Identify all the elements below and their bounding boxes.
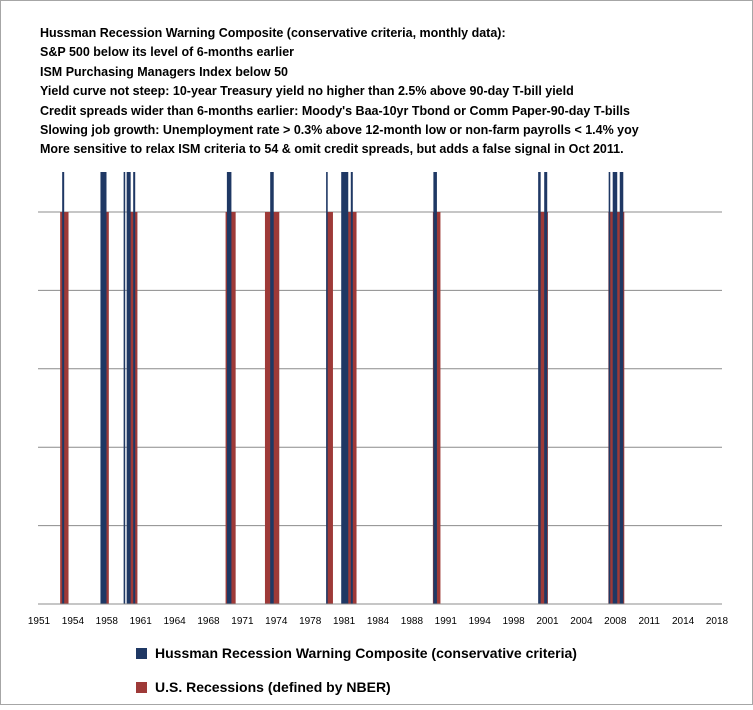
x-tick-label: 1984 bbox=[366, 616, 390, 627]
x-tick-label: 1988 bbox=[400, 616, 424, 627]
warning-bar bbox=[133, 172, 135, 604]
legend-label-warning: Hussman Recession Warning Composite (conservative criteria) bbox=[155, 645, 577, 661]
x-tick-label: 2014 bbox=[671, 616, 695, 627]
legend-item-recession bbox=[136, 676, 577, 698]
note-title: Hussman Recession Warning Composite (conservative criteria, monthly data): bbox=[40, 26, 506, 40]
note-line: Slowing job growth: Unemployment rate > 0.3% above 12-month low or non-farm payrolls < 1.4% yoy bbox=[40, 122, 639, 137]
x-tick-label: 1954 bbox=[61, 616, 85, 627]
warning-bar bbox=[341, 172, 348, 604]
x-tick-label: 1991 bbox=[434, 616, 457, 627]
x-tick-label: 1998 bbox=[502, 616, 525, 627]
x-tick-label: 2011 bbox=[638, 616, 660, 627]
warning-bar bbox=[351, 172, 353, 604]
x-tick-label: 2004 bbox=[570, 616, 593, 627]
warning-bar bbox=[609, 172, 611, 604]
warning-bar bbox=[433, 172, 437, 604]
x-tick-label: 1964 bbox=[163, 616, 186, 627]
x-tick-label: 1994 bbox=[468, 616, 491, 627]
legend-swatch-recession bbox=[136, 682, 147, 693]
warning-bar bbox=[62, 172, 64, 604]
warning-bar bbox=[613, 172, 618, 604]
x-tick-label: 1971 bbox=[231, 616, 254, 627]
x-tick-label: 1978 bbox=[299, 616, 322, 627]
warning-bar bbox=[538, 172, 541, 604]
legend-label-recession: U.S. Recessions (defined by NBER) bbox=[155, 679, 391, 695]
x-tick-label: 2008 bbox=[604, 616, 627, 627]
x-tick-label: 1974 bbox=[265, 616, 288, 627]
note-line: S&P 500 below its level of 6-months earlier bbox=[40, 45, 295, 60]
x-tick-label: 1968 bbox=[197, 616, 220, 627]
x-tick-label: 1958 bbox=[95, 616, 118, 627]
recession-bar bbox=[60, 212, 68, 604]
x-tick-label: 1981 bbox=[332, 616, 356, 627]
legend-item-warning bbox=[136, 642, 577, 664]
legend bbox=[136, 642, 577, 710]
note-line: ISM Purchasing Managers Index below 50 bbox=[40, 64, 288, 79]
warning-bar bbox=[124, 172, 126, 604]
legend-swatch-warning bbox=[136, 648, 147, 659]
note-line: Yield curve not steep: 10-year Treasury yield no higher than 2.5% above 90-day T-bill yield bbox=[40, 84, 574, 99]
warning-bar bbox=[326, 172, 328, 604]
warning-bar bbox=[100, 172, 106, 604]
x-tick-label: 1961 bbox=[129, 616, 152, 627]
note-line: More sensitive to relax ISM criteria to 54 & omit credit spreads, but adds a false signal in Oct 2011. bbox=[40, 142, 624, 157]
x-tick-label: 2001 bbox=[536, 616, 559, 627]
recession-bar bbox=[327, 212, 333, 604]
x-tick-label: 2018 bbox=[705, 616, 729, 627]
warning-bar bbox=[620, 172, 624, 604]
warning-bar bbox=[127, 172, 131, 604]
x-tick-label: 1951 bbox=[27, 616, 51, 627]
warning-bar bbox=[227, 172, 232, 604]
warning-bar bbox=[544, 172, 547, 604]
note-line: Credit spreads wider than 6-months earlier: Moody's Baa-10yr Tbond or Comm Paper-90-day T-bills bbox=[40, 103, 630, 118]
warning-bar bbox=[270, 172, 274, 604]
